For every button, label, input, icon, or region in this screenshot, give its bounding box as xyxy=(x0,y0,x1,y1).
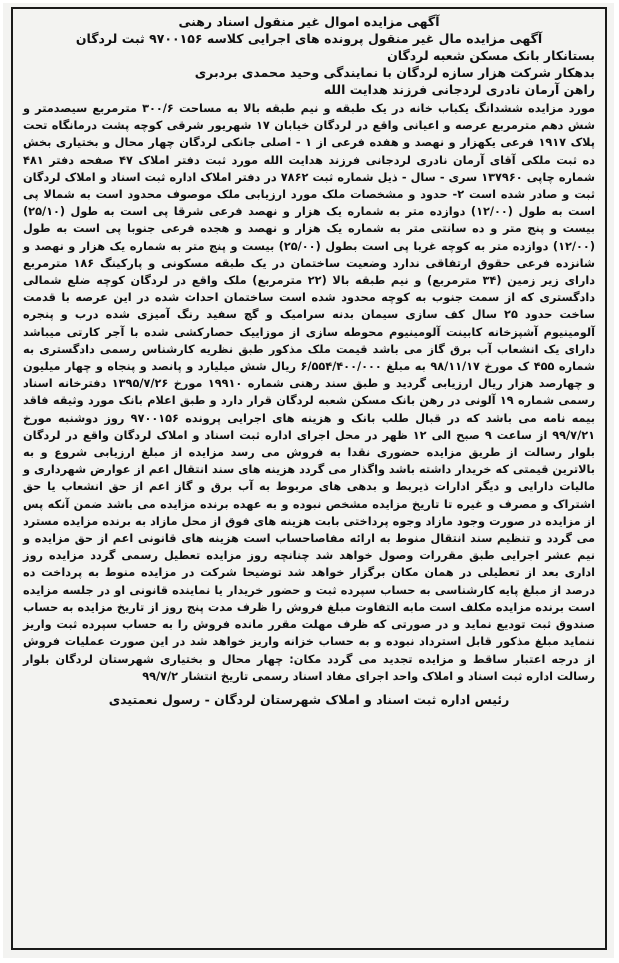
notice-body: مورد مزایده ششدانگ یکباب خانه در یک طبقه و نیم طبقه بالا به مساحت ۳۰۰/۶ مترمربع سیصدمتر و شش دهم مترمربع عرصه و اعیانی واقع در لردگان خیابان ۱۷ شهریور شرقی کوچه پشت درمانگاه تحت پلاک ۱۹۱۷ فرعی یکهزار و نهصد و هفده فرعی از ۱ - اصلی جانکی لردگان چهار محال و بختیاری بخش ده ثبت ملکی آقای آرمان نادری لردجانی فرزند هدایت الله مورد ثبت دفتر املاک ۴۷ صفحه دفتر ۴۸۱ شماره چاپی ۱۳۷۹۶۰ سری - سال - ذیل شماره ثبت ۷۸۶۲ در دفتر املاک اداره ثبت اسناد و املاک لردگان ثبت و صادر شده است ۲- حدود و مشخصات ملک مورد ارزیابی ملک موصوف محدود است به شمالا پی است به طول (۱۲/۰۰) دوازده متر به شماره یک هزار و نهصد فرعی شرقا پی است به طول (۲۵/۱۰) بیست و پنج متر و ده سانتی متر به شماره یک هزار و نهصد و هجده فرعی جنوبا پی است به طول (۱۲/۰۰) دوازده متر به کوچه غربا پی است بطول (۲۵/۰۰) بیست و پنج متر به شماره یک هزار و نهصد و شانزده فرعی حقوق ارتفاقی ندارد وضعیت ساختمان در یک طبقه مسکونی و پارکینگ ۱۸۶ مترمربع دارای زیر زمین (۳۴ مترمربع) و نیم طبقه بالا (۲۲ مترمربع) ملک واقع در لردگان کوچه ضلع شمالی دادگستری که از سمت جنوب به کوچه محدود شده است ساختمان احداث شده در این عرصه با قدمت ساخت حدود ۲۵ سال کف سازی سیمان بدنه سرامیک و گچ سفید رنگ آمیزی شده درب و پنجره آلومینیوم آشپزخانه کابینت آلومینیوم محوطه سازی از موزاییک حصارکشی شده با آجر کارتی میباشد دارای یک انشعاب آب برق گاز می باشد قیمت ملک مذکور طبق نظریه کارشناس رسمی دادگستری به شماره ۴۵۵ ک مورخ ۹۸/۱۱/۱۷ به مبلغ ۶/۵۵۴/۴۰۰/۰۰۰ ریال شش میلیارد و پانصد و پنجاه و چهار میلیون و چهارصد هزار ریال ارزیابی گردید و طبق سند رهنی شماره ۱۹۹۱۰ مورخ ۱۳۹۵/۷/۲۶ دفترخانه اسناد رسمی شماره ۱۹ آلونی در رهن بانک مسکن شعبه لردگان قرار دارد و طبق اعلام بانک مورد وثیقه فاقد بیمه نامه می باشد که در قبال طلب بانک و هزینه های اجرایی پرونده ۹۷۰۰۱۵۶ روز دوشنبه مورخ ۹۹/۷/۲۱ از ساعت ۹ صبح الی ۱۲ ظهر در محل اجرای اداره ثبت اسناد و املاک لردگان واقع در لردگان بلوار رسالت از طریق مزایده حضوری نقدا به فروش می رسد مزایده از مبلغ ارزیابی شروع و به بالاترین قیمتی که خریدار داشته باشد واگذار می گردد هزینه های سند انتقال اعم از عوارض شهرداری و مالیات دارایی و دیگر ادارات ذیربط و بدهی های مربوط به آب برق و گاز اعم از حق انشعاب یا حق اشتراک و مصرف و غیره تا تاریخ مزایده مشخص نبوده و به عهده برنده مزایده می باشد ضمن آنکه پس از مزایده در صورت وجود مازاد وجوه پرداختی بابت هزینه های فوق از محل مازاد به برنده مزایده مسترد می گردد و تنظیم سند انتقال منوط به ارائه مفاصاحساب است هزینه های قانونی اعم از حق مزایده و نیم عشر اجرایی طبق مقررات وصول خواهد شد چنانچه روز مزایده تعطیل رسمی گردد مزایده روز اداری بعد از تعطیلی در همان مکان برگزار خواهد شد توضیحا شرکت در مزایده منوط به پرداخت ده درصد از مبلغ پایه کارشناسی به حساب سپرده ثبت و حضور خریدار یا نماینده قانونی او در جلسه مزایده است برنده مزایده مکلف است مابه التفاوت مبلغ فروش را ظرف مدت پنج روز از تاریخ مزایده به حساب صندوق ثبت تودیع نماید و در صورتی که ظرف مهلت مقرر مانده فروش را به حساب سپرده ثبت واریز ننماید مبلغ مذکور قابل استرداد نبوده و به حساب خزانه واریز خواهد شد در این صورت عملیات فروش از درجه اعتبار ساقط و مزایده تجدید می گردد مکان: چهار محال و بختیاری شهرستان لردگان بلوار رسالت اداره ثبت اسناد و املاک واحد اجرای مفاد اسناد رسمی تاریخ انتشار ۹۹/۷/۲ xyxy=(23,102,596,683)
pledger-line: راهن آرمان نادری لردجانی فرزند هدایت الله xyxy=(323,82,595,97)
debtor-line: بدهکار شرکت هزار سازه لردگان با نمایندگی وحید محمدی بردبری xyxy=(194,65,595,80)
newspaper-clipping xyxy=(3,3,614,958)
notice-subtitle: آگهی مزایده مال غیر منقول پرونده های اجرایی کلاسه ۹۷۰۰۱۵۶ ثبت لردگان xyxy=(75,31,543,46)
creditor-line: بستانکار بانک مسکن شعبه لردگان xyxy=(387,48,595,63)
notice-title: آگهی مزایده اموال غیر منقول اسناد رهنی xyxy=(178,14,440,29)
notice-signature: رئیس اداره ثبت اسناد و املاک شهرستان لردگان - رسول نعمتیدی xyxy=(108,691,510,707)
notice-frame xyxy=(11,7,607,950)
